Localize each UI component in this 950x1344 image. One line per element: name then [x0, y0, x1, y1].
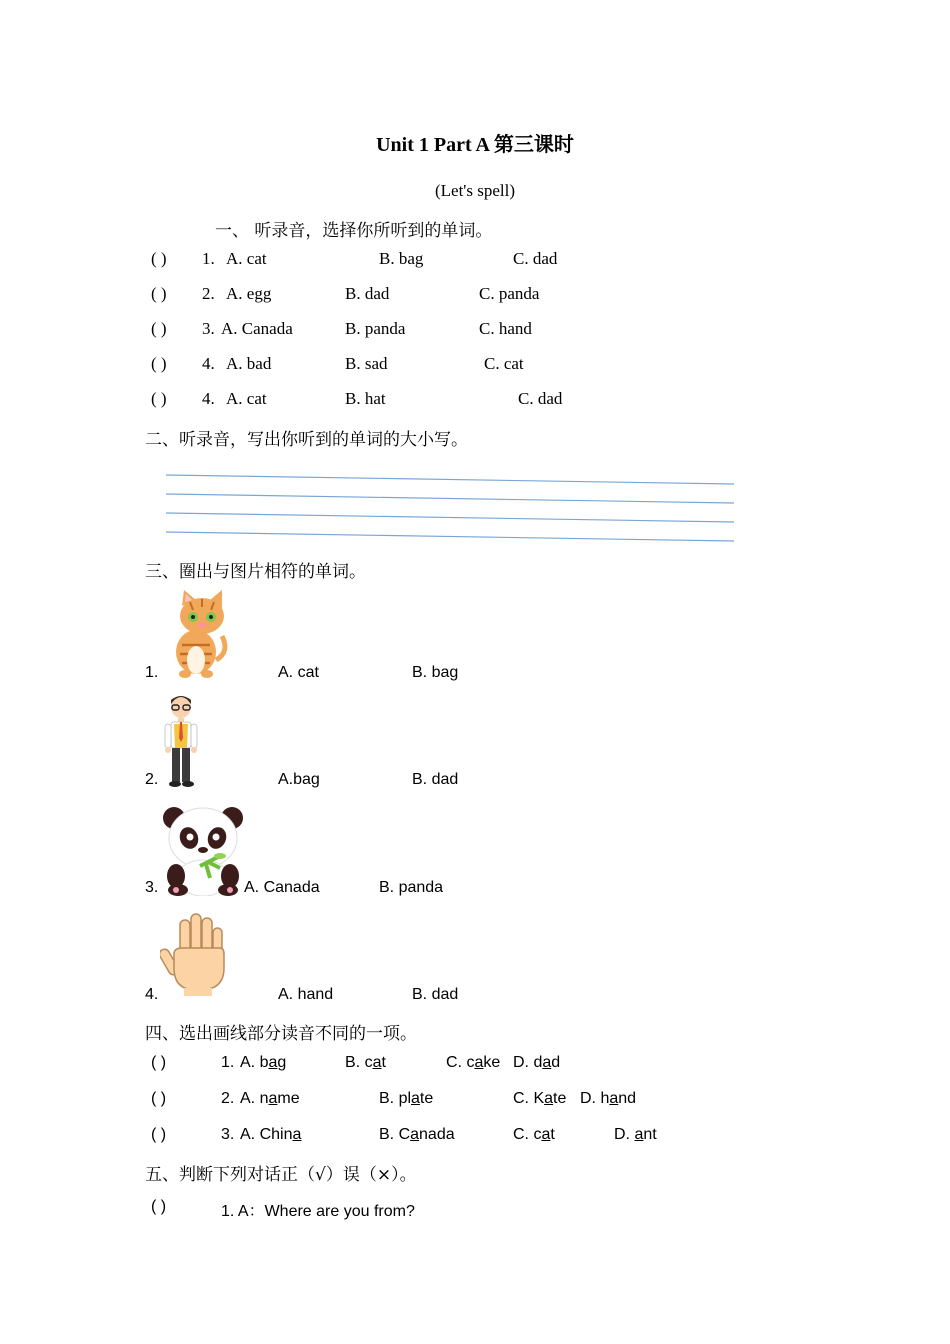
dialogue-text: 1. A：Where are you from? [221, 1203, 415, 1220]
question-number: 1. [221, 1054, 235, 1071]
question-number: 4. [202, 354, 215, 373]
option-a: A. China [240, 1126, 302, 1143]
panda-picture [162, 804, 244, 896]
writing-lines[interactable] [160, 470, 745, 550]
section2-heading: 二、听录音，写出你听到的单词的大小写。 [145, 430, 468, 450]
option-b: B. plate [379, 1090, 434, 1107]
option-a[interactable]: A. cat [278, 664, 319, 681]
option-a[interactable]: A.bag [278, 771, 320, 788]
answer-paren[interactable]: ( ) [151, 354, 167, 373]
option-c: C. dad [518, 389, 563, 408]
option-b: B. bag [379, 249, 424, 268]
option-d: D. ant [614, 1126, 657, 1143]
answer-paren[interactable]: ( ) [151, 1198, 167, 1215]
answer-paren[interactable]: ( ) [151, 249, 167, 268]
option-c: C. Kate [513, 1090, 567, 1107]
option-b: B. hat [345, 389, 386, 408]
option-b[interactable]: B. bag [412, 664, 459, 681]
page-subtitle: (Let's spell) [434, 181, 515, 200]
option-c: C. cake [446, 1054, 501, 1071]
section1-heading: 一、 听录音，选择你所听到的单词。 [215, 221, 493, 241]
option-b: B. dad [345, 284, 390, 303]
answer-paren[interactable]: ( ) [151, 319, 167, 338]
option-a: A. cat [226, 389, 267, 408]
option-a: A. egg [226, 284, 272, 303]
answer-paren[interactable]: ( ) [151, 1126, 167, 1143]
question-number: 4. [202, 389, 215, 408]
writing-line [166, 532, 734, 541]
hand-picture [160, 910, 232, 996]
answer-paren[interactable]: ( ) [151, 284, 167, 303]
writing-line [166, 513, 734, 522]
writing-line [166, 475, 734, 484]
option-c: C. hand [479, 319, 532, 338]
question-number: 2. [145, 771, 159, 788]
option-a: A. name [240, 1090, 300, 1107]
answer-paren[interactable]: ( ) [151, 389, 167, 408]
section5-heading: 五、判断下列对话正（√）误（×）。 [145, 1165, 417, 1185]
question-number: 4. [145, 986, 159, 1003]
option-a: A. cat [226, 249, 267, 268]
option-b[interactable]: B. panda [379, 879, 444, 896]
question-number: 3. [202, 319, 215, 338]
question-number: 1. [202, 249, 215, 268]
option-b: B. sad [345, 354, 388, 373]
cat-picture [160, 590, 232, 680]
page-title: Unit 1 Part A 第三课时 [376, 134, 574, 156]
question-number: 3. [145, 879, 159, 896]
option-a: A. bag [240, 1054, 287, 1071]
question-number: 1. [145, 664, 159, 681]
section3-heading: 三、圈出与图片相符的单词。 [145, 562, 366, 582]
option-c: C. cat [513, 1126, 555, 1143]
option-d: D. dad [513, 1054, 561, 1071]
option-b: B. cat [345, 1054, 386, 1071]
option-a: A. Canada [221, 319, 293, 338]
question-number: 2. [221, 1090, 235, 1107]
option-a: A. bad [226, 354, 272, 373]
option-a[interactable]: A. Canada [244, 879, 320, 896]
answer-paren[interactable]: ( ) [151, 1054, 167, 1071]
option-c: C. cat [484, 354, 524, 373]
writing-line [166, 494, 734, 503]
option-d: D. hand [580, 1090, 637, 1107]
option-a[interactable]: A. hand [278, 986, 334, 1003]
answer-paren[interactable]: ( ) [151, 1090, 167, 1107]
question-number: 3. [221, 1126, 235, 1143]
option-b: B. panda [345, 319, 406, 338]
option-b[interactable]: B. dad [412, 771, 459, 788]
option-b: B. Canada [379, 1126, 455, 1143]
option-c: C. panda [479, 284, 540, 303]
dad-picture [160, 694, 202, 788]
option-b[interactable]: B. dad [412, 986, 459, 1003]
section4-heading: 四、选出画线部分读音不同的一项。 [145, 1024, 417, 1044]
question-number: 2. [202, 284, 215, 303]
option-c: C. dad [513, 249, 558, 268]
